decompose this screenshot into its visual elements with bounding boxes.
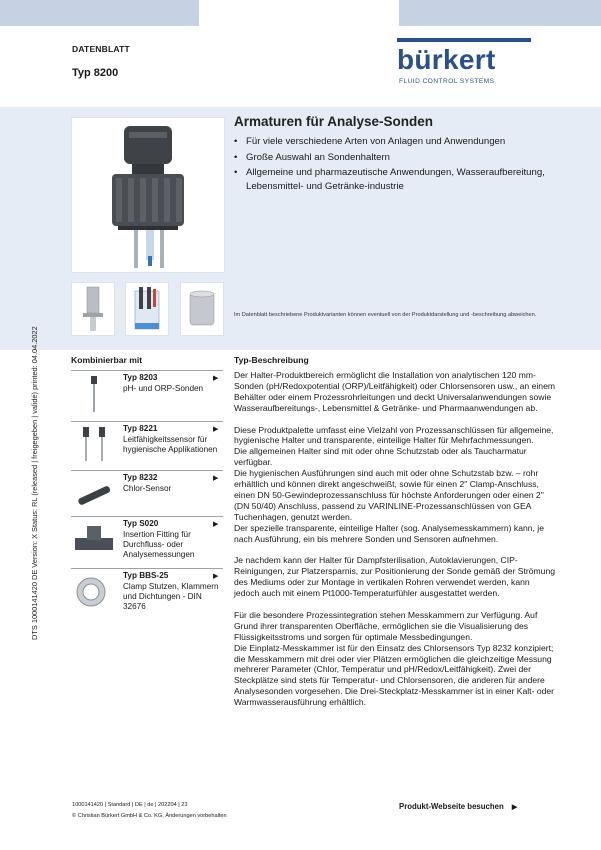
logo-wordmark: bürkert (397, 44, 496, 75)
header-bar-right (399, 0, 601, 26)
combinable-title: Kombinierbar mit (71, 355, 143, 365)
hero-headline: Armaturen für Analyse-Sonden (234, 114, 434, 129)
combinable-item-name: Typ BBS-25 (123, 571, 169, 580)
product-note: Im Datenblatt beschriebene Produktvarianten können eventuell von der Produktdarstellung und -beschreibung abweichen. (234, 312, 537, 318)
combinable-item-desc: Chlor-Sensor (123, 484, 172, 493)
clamp-fitting-icon (71, 572, 117, 612)
chevron-right-icon: ▶ (213, 521, 219, 528)
feature-list (234, 135, 554, 195)
combinable-item[interactable] (71, 370, 223, 422)
combinable-item[interactable] (71, 421, 223, 471)
product-type: Typ 8200 (72, 67, 119, 79)
product-photo (71, 117, 225, 273)
description-paragraph: Der Halter-Produktbereich ermöglicht die Installation von analytischen 120 mm-Sonden (pH/Redoxpotential (ORP)/Leitfähigkeit) oder Chlorsensoren usw., an einem Behälter oder einem Prozessrohrleitungen und deckt Universalanwendungen sowie Wasseraufbereitungs-, Lebensmittel & Getränke- und Pharmaanwendungen ab. (234, 370, 556, 413)
chevron-right-icon: ▶ (213, 475, 219, 482)
insertion-fitting-icon (71, 520, 117, 560)
header-bar-left (0, 0, 199, 26)
thumbnail-measuring-chamber (125, 282, 169, 336)
feature-item: • Für viele verschiedene Arten von Anlagen und Anwendungen (234, 135, 554, 149)
chevron-right-icon: ▶ (511, 804, 518, 811)
feature-item: • Allgemeine und pharmazeutische Anwendungen, Wasseraufbereitung, Lebensmittel- und Getränke-industrie (234, 166, 554, 193)
footer-copyright: © Christian Bürkert GmbH & Co. KG, Änderungen vorbehalten (72, 813, 227, 819)
thumbnail-holder-cap (180, 282, 224, 336)
combinable-item-name: Typ S020 (123, 519, 159, 528)
chevron-right-icon: ▶ (213, 573, 219, 580)
description-paragraph: Diese Produktpalette umfasst eine Vielzahl von Prozessanschlüssen für allgemeine, hygienische Halter und transparente, einteilige Halter für Mehrfachmessungen. Die allgemeinen Halter sind mit oder ohne Schutzstab oder als Taucharmatur verfügbar. Die hygienischen Ausführungen sind auch mit oder ohne Schutzstab bzw. – rohr erhältlich und können direkt angeschweißt, sowie für einen 2" Clamp-Anschluss, einen DN 50-Gewindeprozessanschluss für höchste Anforderungen oder einen 2" (DN 50/40) Anschluss, passend zu VARINLINE-Prozessanschlüssen von GEA Tuchenhagen, genutzt werden. Der spezielle transparente, einteilige Halter (sog. Analysemesskammern) kann, je nach Ausführung, ein bis mehrere Sonden und Sensoren aufnehmen. (234, 424, 554, 544)
logo-tagline: FLUID CONTROL SYSTEMS (399, 78, 495, 85)
footer-doc-info: 1000141420 | Standard | DE | de | 202204 | 23 (72, 802, 188, 808)
combinable-item-desc: pH- und ORP-Sonden (123, 384, 204, 393)
feature-item: • Große Auswahl an Sondenhaltern (234, 151, 554, 165)
combinable-item[interactable] (71, 568, 223, 621)
chlorine-sensor-icon (71, 474, 117, 514)
combinable-item-name: Typ 8221 (123, 424, 158, 433)
combinable-item-desc: Leitfähigkeitssensor für hygienische Applikationen (123, 435, 218, 455)
product-website-link-label: Produkt-Webseite besuchen (399, 802, 504, 811)
combinable-item-desc: Insertion Fitting für Durchfluss- oder Analysemessungen (123, 530, 195, 560)
chevron-right-icon: ▶ (213, 426, 219, 433)
combinable-item-name: Typ 8203 (123, 373, 158, 382)
description-paragraph: Je nachdem kann der Halter für Dampfsterilisation, Autoklavierungen, CIP-Reinigungen, zur Platzersparnis, zur Positionierung der Sonde gemäß der Strömung des Mediums oder zur Montage in vertikalen Rohren verwendet werden, kann jedoch auch mit einem Pt1000-Temperaturfühler ausgestattet werden. (234, 555, 556, 599)
combinable-item[interactable] (71, 516, 223, 569)
description-paragraph: Für die besondere Prozessintegration stehen Messkammern zur Verfügung. Auf Grund ihrer transparenten Oberfläche, ermöglichen sie die Visualisierung des Flüssigkeitsstroms und sorgen für optimale Messbedingungen. Die Einplatz-Messkammer ist für den Einsatz des Chlorsensors Typ 8232 konzipiert; die Messkammern mit drei oder vier Plätzen ermöglichen die gleichzeitige Messung mehrerer Parameter (Chlor, Temperatur und pH/Redox/Leitfähigkeit). Zwei der Steckplätze sind stets für Temperatur- und Chlorsensoren, die anderen für andere Analysesonden vorgesehen. Die Drei-Steckplatz-Messkammer ist in einer Kalt- oder Warmwasserausführung erhältlich. (234, 609, 555, 708)
combinable-item-name: Typ 8232 (123, 473, 158, 482)
combinable-item-desc: Clamp Stutzen, Klammern und Dichtungen - DIN 32676 (123, 582, 219, 612)
product-website-link[interactable] (399, 802, 517, 811)
document-status-vertical: DTS 1000141420 DE Version: X Status: RL (released | freigegeben | validé) printed: 04.04.2022 (30, 326, 39, 640)
conductivity-sensor-icon (71, 425, 117, 465)
brand-logo (397, 38, 531, 86)
description-title: Typ-Beschreibung (234, 355, 309, 365)
doc-type-label: DATENBLATT (72, 44, 130, 54)
description-body (234, 370, 556, 719)
thumbnail-holder-steel (71, 282, 115, 336)
ph-probe-icon (71, 374, 117, 414)
chevron-right-icon: ▶ (213, 375, 219, 382)
combinable-item[interactable] (71, 470, 223, 517)
